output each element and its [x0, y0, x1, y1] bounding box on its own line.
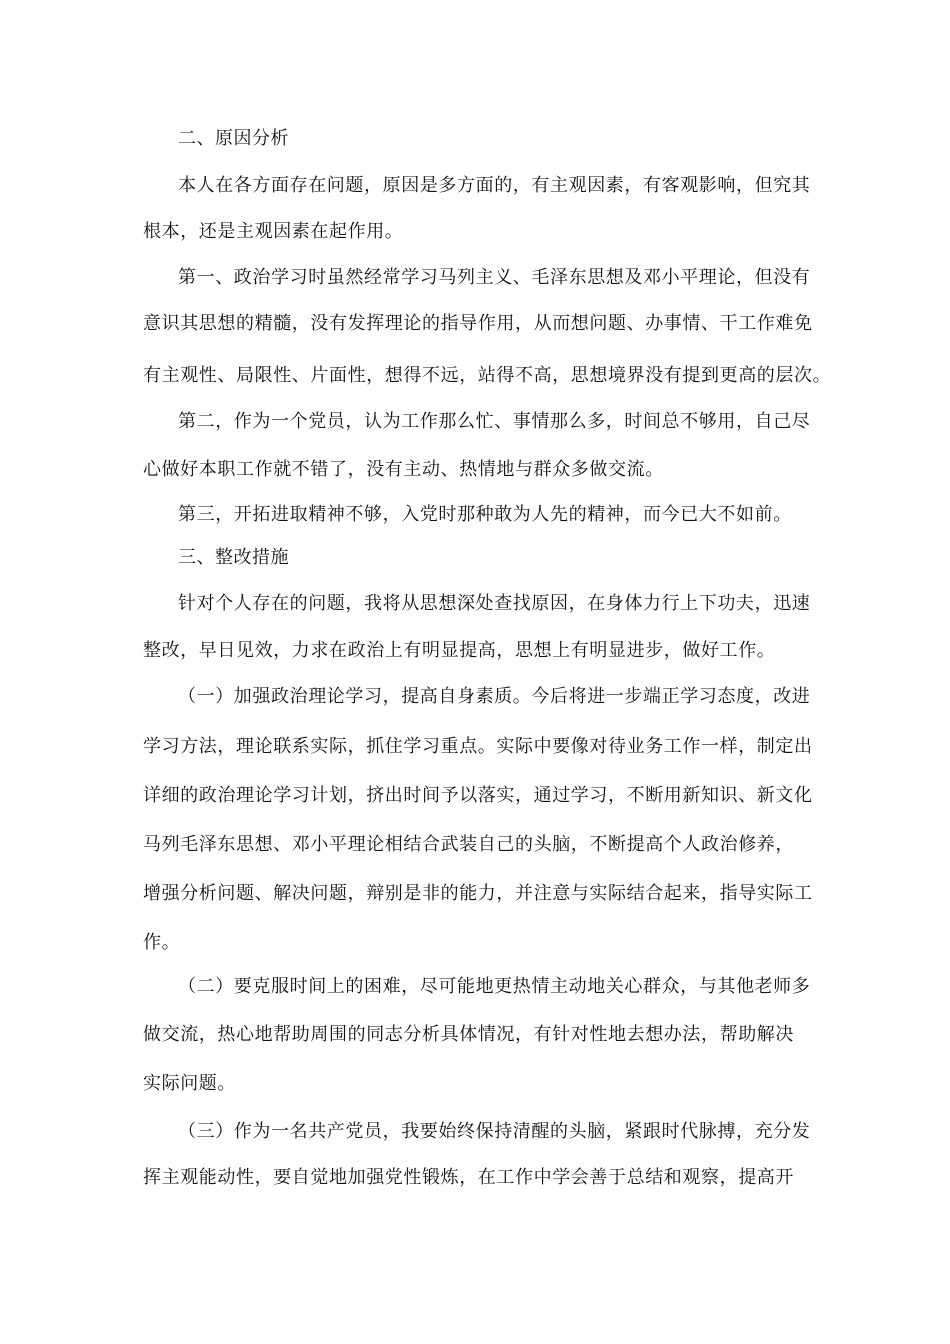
paragraph-line: 实际问题。	[143, 1073, 236, 1094]
paragraph-line: 针对个人存在的问题，我将从思想深处查找原因，在身体力行上下功夫，迅速	[178, 593, 811, 614]
paragraph-line: 第二，作为一个党员，认为工作那么忙、事情那么多，时间总不够用，自己尽	[178, 411, 811, 432]
paragraph-line: 马列毛泽东思想、邓小平理论相结合武装自己的头脑，不断提高个人政治修养，	[143, 834, 794, 855]
paragraph-line: （三）作为一名共产党员，我要始终保持清醒的头脑，紧跟时代脉搏，充分发	[178, 1121, 811, 1142]
paragraph-line: 第一、政治学习时虽然经常学习马列主义、毛泽东思想及邓小平理论，但没有	[178, 267, 811, 288]
paragraph-line: 心做好本职工作就不错了，没有主动、热情地与群众多做交流。	[143, 459, 664, 480]
paragraph-line: 整改，早日见效，力求在政治上有明显提高，思想上有明显进步，做好工作。	[143, 640, 776, 661]
section-heading-cause-analysis: 二、原因分析	[178, 128, 289, 149]
paragraph-line: 第三，开拓进取精神不够，入党时那种敢为人先的精神，而今已大不如前。	[178, 504, 792, 525]
paragraph-line: 增强分析问题、解决问题，辩别是非的能力，并注意与实际结合起来，指导实际工	[143, 883, 813, 904]
paragraph-line: 作。	[143, 932, 181, 953]
paragraph-line: 挥主观能动性，要自觉地加强党性锻炼，在工作中学会善于总结和观察，提高开	[143, 1167, 794, 1188]
paragraph-line: 意识其思想的精髓，没有发挥理论的指导作用，从而想问题、办事情、干工作难免	[143, 313, 813, 334]
section-heading-rectification: 三、整改措施	[178, 547, 289, 568]
paragraph-line: 本人在各方面存在问题，原因是多方面的，有主观因素，有客观影响，但究其	[178, 175, 811, 196]
paragraph-line: （一）加强政治理论学习，提高自身素质。今后将进一步端正学习态度，改进	[178, 686, 811, 707]
paragraph-line: 有主观性、局限性、片面性，想得不远，站得不高，思想境界没有提到更高的层次。	[143, 365, 832, 386]
paragraph-line: 学习方法，理论联系实际，抓住学习重点。实际中要像对待业务工作一样，制定出	[143, 736, 813, 757]
paragraph-line: 根本，还是主观因素在起作用。	[143, 221, 404, 242]
paragraph-line: （二）要克服时间上的困难，尽可能地更热情主动地关心群众，与其他老师多	[178, 976, 811, 997]
paragraph-line: 详细的政治理论学习计划，挤出时间予以落实，通过学习，不断用新知识、新文化	[143, 785, 813, 806]
paragraph-line: 做交流，热心地帮助周围的同志分析具体情况，有针对性地去想办法，帮助解决	[143, 1024, 794, 1045]
